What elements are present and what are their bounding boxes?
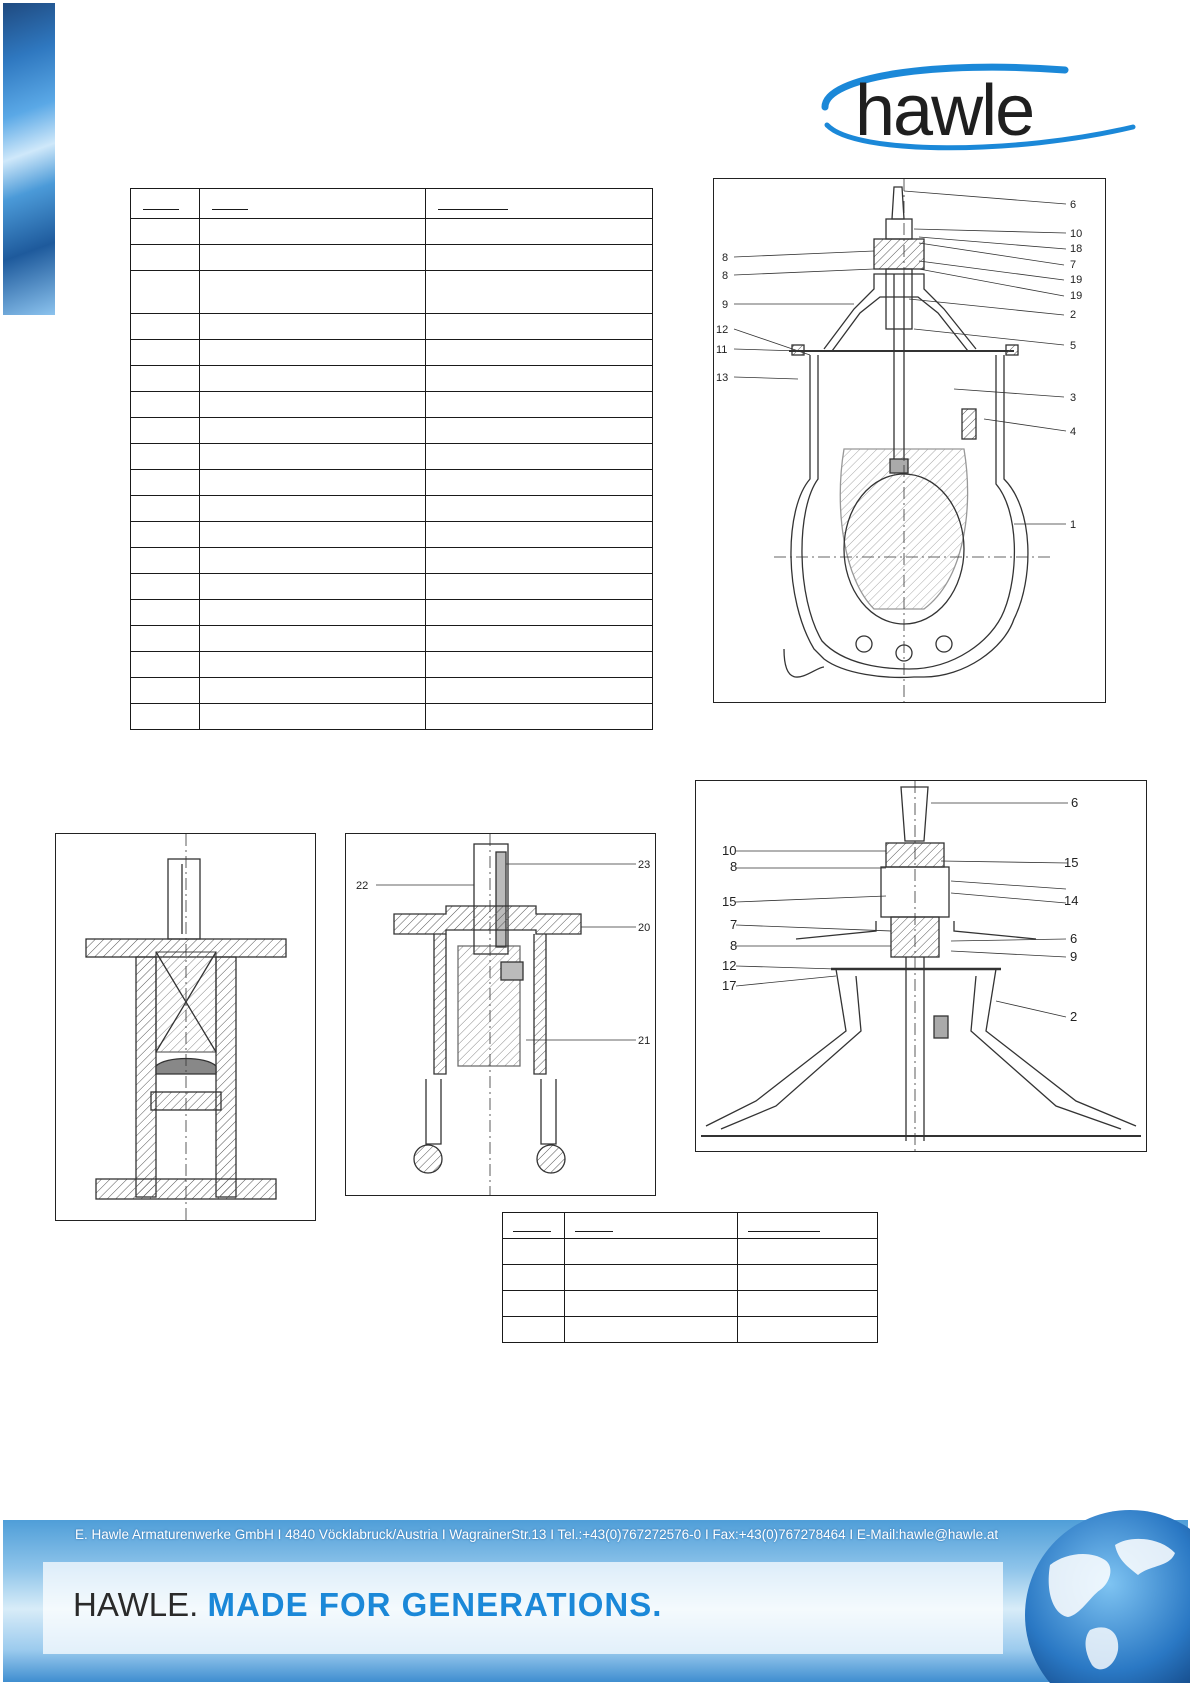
header-cell-description [200, 189, 426, 219]
callout-label: 8 [730, 938, 738, 953]
callout-label: 2 [1070, 1009, 1078, 1024]
callout-label: 6 [1070, 931, 1078, 946]
table-row [131, 392, 653, 418]
table-row [131, 314, 653, 340]
header-cell-material [426, 189, 653, 219]
table-row [131, 704, 653, 730]
callout-label: 10 [722, 843, 737, 858]
table-row [131, 678, 653, 704]
globe-icon [1020, 1505, 1190, 1683]
header-cell-position [503, 1213, 565, 1239]
table-row [131, 418, 653, 444]
callout-label: 22 [356, 880, 369, 892]
adapter-section-svg [56, 834, 315, 1220]
callout-label: 18 [1070, 243, 1083, 255]
parts-table-secondary [502, 1212, 878, 1343]
parts-table-main [130, 188, 653, 730]
footer-banner [3, 1520, 1188, 1682]
callout-label: 1 [1070, 519, 1077, 531]
table-row [131, 574, 653, 600]
slogan-brand: HAWLE. [73, 1586, 199, 1623]
callout-label: 19 [1070, 274, 1083, 286]
header-cell-material [738, 1213, 878, 1239]
table-header-row [503, 1213, 878, 1239]
table-header-row [131, 189, 653, 219]
table-row [131, 444, 653, 470]
callout-label: 14 [1064, 893, 1079, 908]
logo-wordmark: hawle [855, 71, 1034, 151]
callout-label: 20 [638, 922, 651, 934]
callout-label: 2 [1070, 309, 1077, 321]
extension-section-svg [346, 834, 655, 1195]
callout-label: 6 [1070, 199, 1077, 211]
extension-section-drawing [345, 833, 656, 1196]
callout-label: 11 [716, 344, 728, 356]
table-row [131, 626, 653, 652]
table-row [131, 652, 653, 678]
bonnet-detail-svg [696, 781, 1146, 1151]
callout-label: 8 [730, 859, 738, 874]
table-row [131, 271, 653, 314]
callout-label: 12 [716, 324, 729, 336]
company-contact-line: E. Hawle Armaturenwerke GmbH I 4840 Vöcklabruck/Austria I WagrainerStr.13 I Tel.:+43(0)767272576-0 I Fax:+43(0)767278464 I E-Mail:hawle@hawle.at [75, 1527, 999, 1542]
slogan [73, 1586, 662, 1624]
decorative-side-strip [3, 3, 55, 315]
table-row [131, 548, 653, 574]
callout-label: 9 [1070, 949, 1078, 964]
table-row [503, 1239, 878, 1265]
table-row [131, 366, 653, 392]
header-cell-position [131, 189, 200, 219]
table-row [131, 600, 653, 626]
table-row [131, 470, 653, 496]
callout-label: 15 [1064, 855, 1079, 870]
table-row [503, 1291, 878, 1317]
table-row [503, 1317, 878, 1343]
callout-label: 6 [1071, 795, 1079, 810]
slogan-tagline: MADE FOR GENERATIONS. [207, 1586, 663, 1623]
callout-label: 8 [722, 270, 729, 282]
callout-label: 7 [1070, 259, 1077, 271]
bonnet-detail-drawing [695, 780, 1147, 1152]
callout-label: 3 [1070, 392, 1077, 404]
hawle-logo [815, 55, 1140, 165]
callout-label: 15 [722, 894, 737, 909]
adapter-section-drawing [55, 833, 316, 1221]
callout-label: 5 [1070, 340, 1077, 352]
table-row [131, 219, 653, 245]
callout-label: 17 [722, 978, 737, 993]
callout-label: 7 [730, 917, 738, 932]
gate-valve-section-drawing [713, 178, 1106, 703]
callout-label: 19 [1070, 290, 1083, 302]
header-cell-description [565, 1213, 738, 1239]
gate-valve-svg [714, 179, 1105, 702]
callout-label: 9 [722, 299, 729, 311]
callout-label: 13 [716, 372, 729, 384]
table-row [503, 1265, 878, 1291]
table-row [131, 245, 653, 271]
callout-label: 23 [638, 859, 651, 871]
callout-label: 4 [1070, 426, 1077, 438]
callout-label: 10 [1070, 228, 1083, 240]
table-row [131, 340, 653, 366]
table-row [131, 522, 653, 548]
callout-label: 21 [638, 1035, 651, 1047]
callout-label: 12 [722, 958, 737, 973]
table-row [131, 496, 653, 522]
callout-label: 8 [722, 252, 729, 264]
